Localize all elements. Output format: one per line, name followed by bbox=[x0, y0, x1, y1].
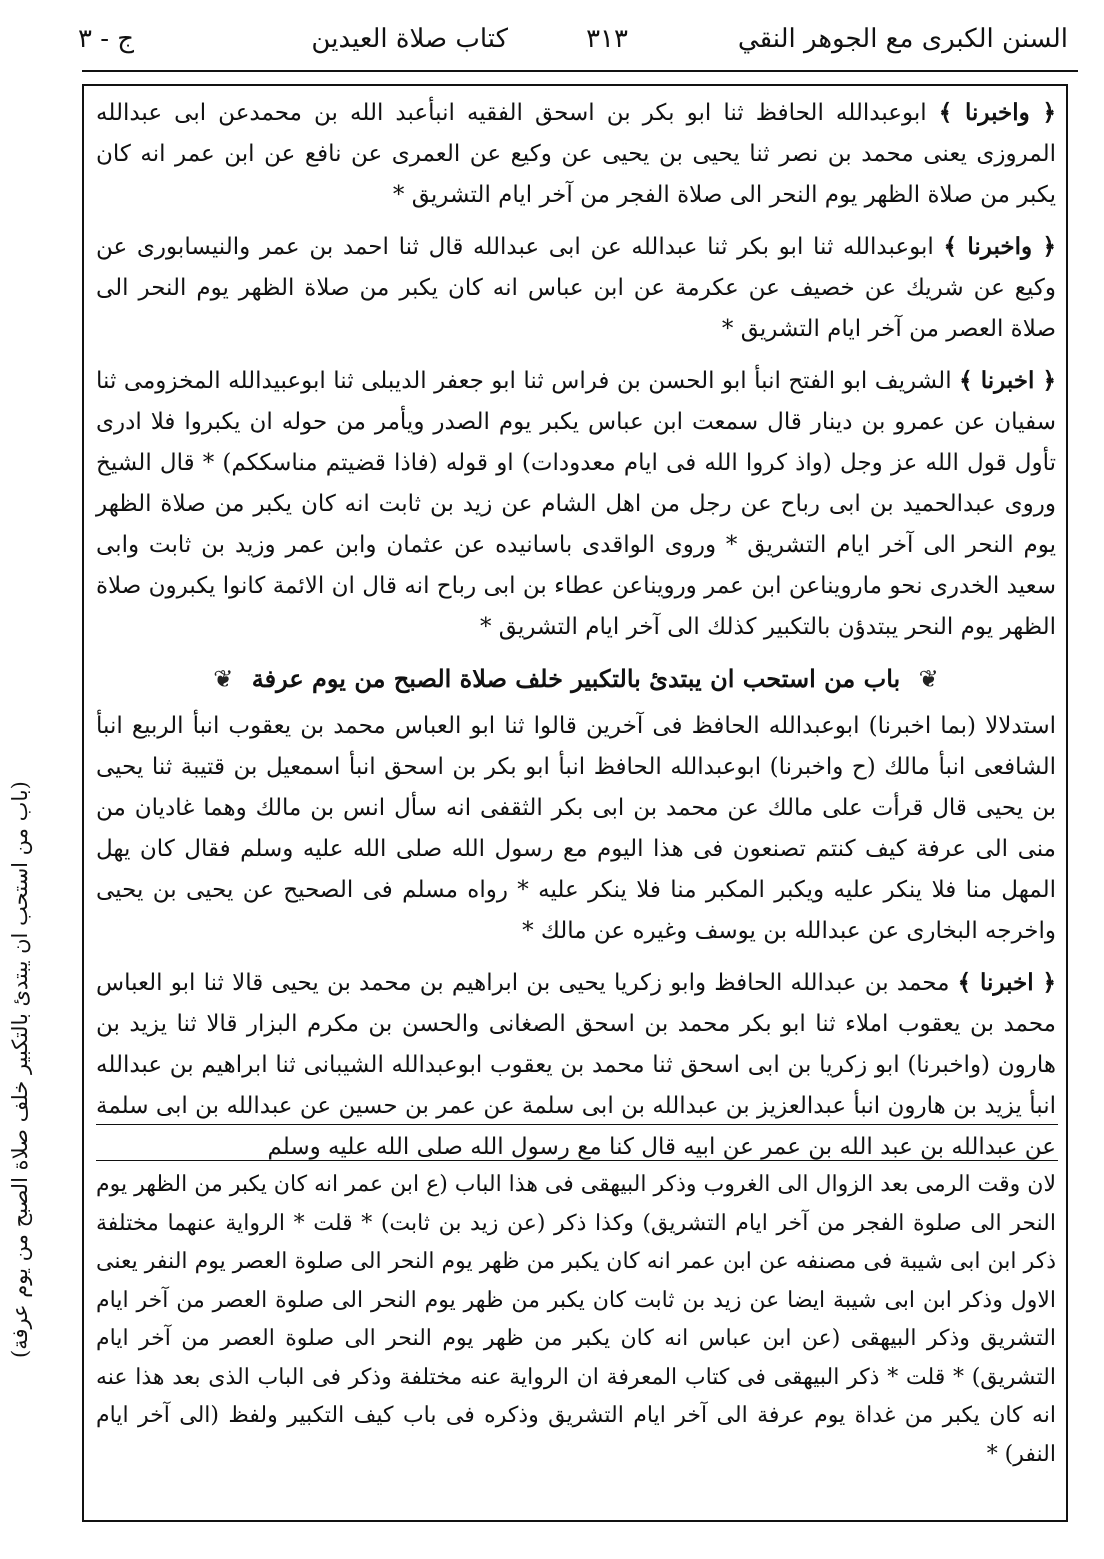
paragraph-head: ﴿ واخبرنا ﴾ bbox=[943, 233, 1057, 260]
hadith-paragraph bbox=[96, 706, 1056, 952]
page-number: ٣١٣ bbox=[586, 24, 628, 54]
margin-running-note: (باب من استحب ان يبتدئ بالتكبير خلف صلاة الصبح من يوم عرفة) bbox=[8, 781, 32, 1359]
paragraph-head: ﴿ اخبرنا ﴾ bbox=[959, 367, 1057, 394]
paragraph-text: ابوعبدالله ثنا ابو بكر ثنا عبدالله عن ابى عبدالله قال ثنا احمد بن عمر والنيسابورى عن وكيع عن شريك عن خصيف عن عكرمة عن ابن عباس انه كان يكبر من صلاة الظهر يوم النحر الى صلاة العصر من آخر ايام التشريق * bbox=[96, 234, 1056, 342]
commentary-body: لان وقت الرمى بعد الزوال الى الغروب وذكر البيهقى فى هذا الباب (ع ابن عمر انه كان يكبر من الظهر يوم النحر الى صلوة الفجر من آخر ايام التشريق) وكذا ذكر (عن زيد بن ثابت) * قلت * الرواية عنهما مختلفة ذكر ابن ابى شيبة فى مصنفه عن ابن عمر انه كان يكبر من ظهر يوم النحر الى صلوة العصر يوم النفر يعنى الاول وذكر ابن ابى شيبة ايضا عن زيد بن ثابت كان يكبر من ظهر يوم النحر الى صلوة العصر من آخر ايام التشريق وذكر البيهقى (عن ابن عباس انه كان يكبر من ظهر يوم النحر الى صلوة العصر من آخر ايام التشريق) * قلت * ذكر البيهقى فى كتاب المعرفة ان الرواية عنه مختلفة وذكر فى الباب الذى بعد هذا عنه انه كان يكبر من غداة يوم عرفة الى آخر ايام التشريق وذكره فى باب كيف التكبير ولفظ (الى آخر ايام النفر) * bbox=[96, 1172, 1056, 1467]
hadith-paragraph bbox=[96, 962, 1056, 1168]
paragraph-text: استدلالا (بما اخبرنا) ابوعبدالله الحافظ فى آخرين قالوا ثنا ابو العباس محمد بن يعقوب انبأ الربيع انبأ الشافعى انبأ مالك (ح واخبرنا) ابوعبدالله الحافظ انبأ ابو بكر بن اسحق انبأ اسمعيل بن قتيبة ثنا يحيى بن يحيى قال قرأت على مالك عن محمد بن ابى بكر الثقفى انه سأل انس بن مالك وهما غاديان من منى الى عرفة كيف كنتم تصنعون فى هذا اليوم مع رسول الله صلى الله عليه وسلم فقال كان يهل المهل منا فلا ينكر عليه ويكبر المكبر منا فلا ينكر عليه * رواه مسلم فى الصحيح عن يحيى بن يحيى واخرجه البخارى عن عبدالله بن يوسف وغيره عن مالك * bbox=[96, 713, 1056, 944]
header-rule bbox=[82, 70, 1078, 72]
paragraph-text: محمد بن عبدالله الحافظ وابو زكريا يحيى بن ابراهيم بن محمد بن يحيى قالا ثنا ابو العباس محمد بن يعقوب املاء ثنا ابو بكر محمد بن اسحق الصغانى والحسن بن مكرم البزار قالا ثنا يزيد بن هارون (واخبرنا) ابو زكريا بن ابى اسحق ثنا محمد بن يعقوب ابوعبدالله الشيبانى ثنا ابراهيم بن عبدالله انبأ يزيد بن هارون انبأ عبدالعزيز بن عبدالله بن ابى سلمة عن عمر بن حسين عن عبدالله بن ابى سلمة عن عبدالله بن عبد الله بن عمر عن ابيه قال كنا مع رسول الله صلى الله عليه وسلم bbox=[96, 970, 1056, 1160]
chapter-heading bbox=[96, 658, 1056, 700]
book-title: السنن الكبرى مع الجوهر النقي bbox=[737, 24, 1068, 54]
paragraph-head: ﴿ واخبرنا ﴾ bbox=[938, 99, 1056, 126]
hadith-paragraph bbox=[96, 226, 1056, 350]
main-text bbox=[96, 92, 1056, 1178]
paragraph-text: الشريف ابو الفتح انبأ ابو الحسن بن فراس ثنا ابو جعفر الديبلى ثنا ابوعبيدالله المخزومى ثنا سفيان عن عمرو بن دينار قال سمعت ابن عباس يكبر يوم الصدر ويأمر من حوله ان يكبروا فلا ادرى تأول قول الله عز وجل (واذ كروا الله فى ايام معدودات) او قوله (فاذا قضيتم مناسككم) * قال الشيخ وروى عبدالحميد بن ابى رباح عن رجل من اهل الشام عن زيد بن ثابت انه كان يكبر من صلاة الظهر يوم النحر الى آخر ايام التشريق * وروى الواقدى باسانيده عن عثمان وابن عمر وزيد بن ثابت وابى سعيد الخدرى نحو مارويناعن ابن عمر ورويناعن عطاء بن ابى رباح انه قال ان الائمة كانوا يكبرون صلاة الظهر يوم النحر يبتدؤن بالتكبير كذلك الى آخر ايام التشريق * bbox=[96, 368, 1056, 640]
ornament-icon: ❦ bbox=[213, 665, 234, 693]
ornament-icon: ❦ bbox=[918, 665, 939, 693]
chapter-name: كتاب صلاة العيدين bbox=[311, 24, 508, 54]
chapter-heading-text: باب من استحب ان يبتدئ بالتكبير خلف صلاة الصبح من يوم عرفة bbox=[251, 664, 901, 693]
commentary-text bbox=[96, 1166, 1056, 1474]
hadith-paragraph bbox=[96, 360, 1056, 648]
paragraph-text: ابوعبدالله الحافظ ثنا ابو بكر بن اسحق الفقيه انبأعبد الله بن محمدعن ابى عبدالله المروزى يعنى محمد بن نصر ثنا يحيى بن يحيى عن وكيع عن العمرى عن نافع عن ابن عمر انه كان يكبر من صلاة الظهر يوم النحر الى صلاة الفجر من آخر ايام التشريق * bbox=[96, 100, 1056, 208]
separator-rule bbox=[96, 1124, 1058, 1125]
separator-rule bbox=[96, 1160, 1058, 1161]
hadith-paragraph bbox=[96, 92, 1056, 216]
running-header bbox=[78, 18, 1068, 70]
volume-number: ج - ٣ bbox=[78, 24, 135, 54]
paragraph-head: ﴿ اخبرنا ﴾ bbox=[957, 969, 1056, 996]
